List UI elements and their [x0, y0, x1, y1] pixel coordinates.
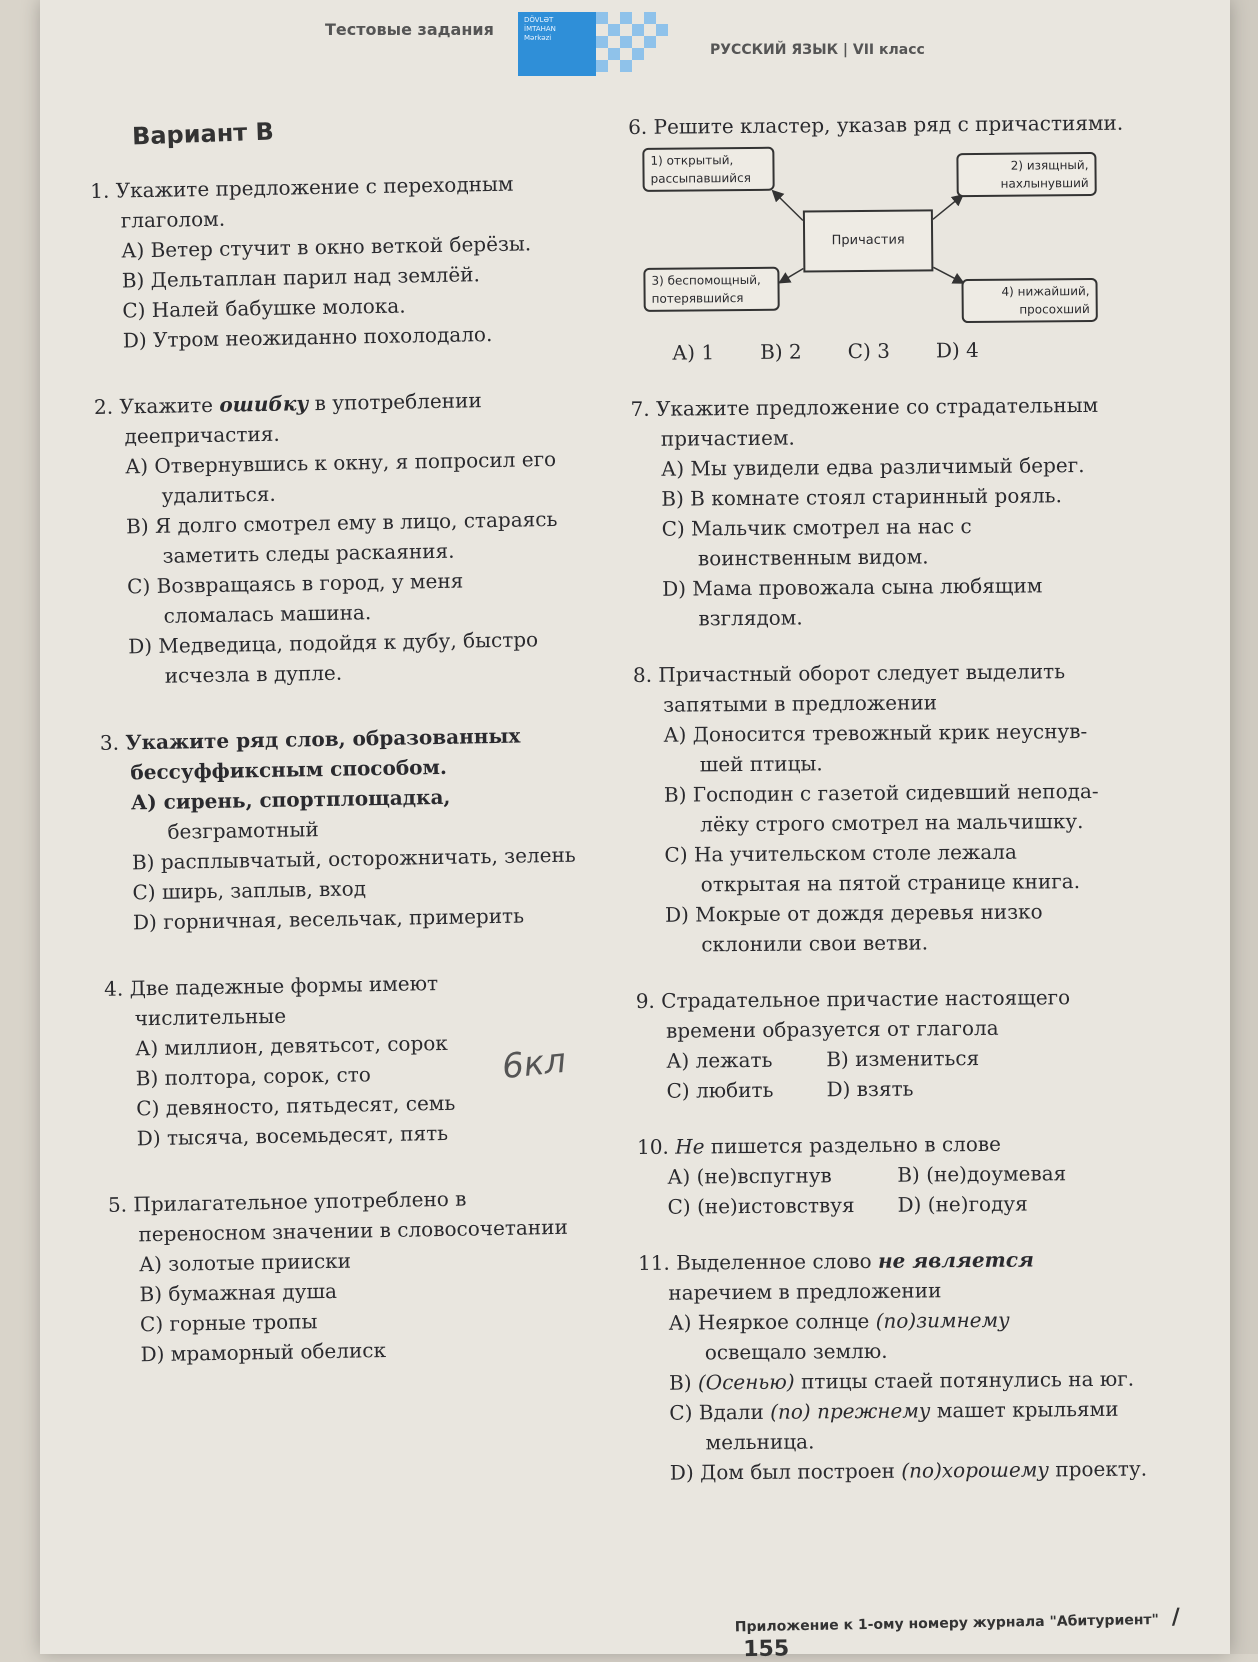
option-a: А) Неяркое солнце (по)зимнему — [668, 1307, 1010, 1335]
cluster-box-1: 1) открытый, рассыпавшийся — [642, 147, 774, 192]
option-a: А) золотые прииски — [138, 1248, 352, 1277]
option-b: В) Дельтаплан парил над землёй. — [121, 262, 481, 293]
question-2: 2. Укажите ошибку в употреблении деепричастия. А) Отвернувшись к окну, я попросил его удалиться. В) Я долго смотрел ему в лицо, стараясь заметить следы раскаяния. С) Возвращаясь в город, у меня сломалась машина. D) Медведица, подойдя к дубу, быстро исчезла в дупле. — [94, 383, 639, 692]
option-a: А) Доносится тревожный крик неуснув- — [663, 719, 1088, 747]
option-a: А) сирень, спортплощадка, — [130, 784, 451, 815]
option-d: D) Дом был построен (по)хорошему проекту. — [669, 1456, 1148, 1485]
option-b: В) (Осенью) птицы стаей потянулись на юг. — [668, 1366, 1135, 1395]
options-row-2: С) любить D) взять — [666, 1076, 914, 1103]
header-subject: РУССКИЙ ЯЗЫК | VII класс — [710, 42, 925, 58]
page-number: 155 — [743, 1636, 790, 1662]
dim-logo: DÖVLƏT İMTAHAN Mərkəzi — [518, 12, 596, 76]
handwritten-note: 6кл — [500, 1040, 568, 1088]
option-a: А) миллион, девятьсот, сорок — [135, 1030, 449, 1061]
page — [40, 0, 1230, 1662]
checker-pattern-decoration — [596, 12, 686, 72]
question-11: 11. Выделенное слово не является наречием в предложении А) Неяркое солнце (по)зимнему освещало землю. В) (Осенью) птицы стаей потянулись на юг. С) Вдали (по) прежнему машет крыльями мельница. D) Дом был построен (по)хорошему проекту. — [638, 1243, 1230, 1488]
option-d: D) горничная, весельчак, примерить — [132, 903, 525, 935]
variant-title: Вариант В — [131, 117, 275, 151]
option-d: D) тысяча, восемьдесят, пять — [136, 1120, 449, 1151]
left-column — [90, 167, 651, 1370]
question-4: 4. Две падежные формы имеют числительные А) миллион, девятьсот, сорок В) полтора, сорок, сто С) девяносто, пятьдесят, семь D) тысяча, восемьдесят, пять — [104, 964, 647, 1153]
options-row-1: А) лежать В) измениться — [666, 1045, 980, 1073]
right-column — [628, 107, 1230, 1488]
question-5: 5. Прилагательное употреблено в переносном значении в словосочетании А) золотые прииски В) бумажная душа С) горные тропы D) мраморный обелиск — [108, 1180, 651, 1369]
option-c: С) Налей бабушке молока. — [122, 293, 406, 323]
option-d: D) Мокрые от дождя деревья низко — [664, 899, 1043, 927]
option-b: В) Я долго смотрел ему в лицо, стараясь — [125, 506, 558, 539]
cluster-diagram — [642, 144, 1104, 338]
option-d: D) Мама провожала сына любящим — [662, 573, 1043, 601]
option-c: С) горные тропы — [139, 1309, 318, 1337]
page-footer: Приложение к 1-ому номеру журнала "Абитуриент" / 155 — [734, 1604, 1180, 1662]
option-c: С) ширь, заплыв, вход — [132, 876, 367, 905]
question-8: 8. Причастный оборот следует выделить запятыми в предложении А) Доносится тревожный крик неуснув- шей птицы. В) Господин с газетой сидевший непода- лёку строго смотрел на мальчишку. С) На учительском столе лежала открытая на пятой странице книга. D) Мокрые от дождя деревья низко склонили свои ветви. — [633, 655, 1226, 960]
cluster-center: Причастия — [803, 209, 934, 272]
question-7: 7. Укажите предложение со страдательным причастием. А) Мы увидели едва различимый берег. В) В комнате стоял старинный рояль. С) Мальчик смотрел на нас с воинственным видом. D) Мама провожала сына любящим взглядом. — [630, 389, 1222, 634]
option-b: В) В комнате стоял старинный рояль. — [661, 483, 1062, 511]
option-d: D) Утром неожиданно похолодало. — [122, 322, 493, 353]
option-d: D) Медведица, подойдя к дубу, быстро — [128, 627, 539, 659]
option-b: В) Господин с газетой сидевший непода- — [663, 778, 1099, 807]
options-row-1: А) (не)вспугнув В) (не)доумевая — [667, 1161, 1067, 1189]
option-c: С) Возвращаясь в город, у меня — [126, 568, 464, 599]
option-b: В) расплывчатый, осторожничать, зелень — [131, 842, 576, 875]
question-1: 1. Укажите предложение с переходным глаголом. А) Ветер стучит в окно веткой берёзы. В) Дельтаплан парил над землёй. С) Налей бабушке молока. D) Утром неожиданно похолодало. — [90, 167, 633, 356]
cluster-box-2: 2) изящный, нахлынувший — [956, 152, 1096, 197]
option-b: В) полтора, сорок, сто — [135, 1062, 372, 1091]
option-b: В) бумажная душа — [139, 1278, 338, 1307]
page-header — [40, 0, 1230, 80]
option-d: D) мраморный обелиск — [140, 1338, 387, 1367]
option-c: С) девяносто, пятьдесят, семь — [136, 1090, 456, 1121]
question-9: 9. Страдательное причастие настоящего времени образуется от глагола А) лежать В) измениться С) любить D) взять — [636, 981, 1227, 1106]
header-section-label: Тестовые задания — [325, 20, 494, 39]
cluster-box-4: 4) нижайший, просохший — [961, 278, 1097, 323]
option-a: А) Ветер стучит в окно веткой берёзы. — [121, 231, 532, 263]
option-c: С) Вдали (по) прежнему машет крыльями — [669, 1396, 1119, 1425]
option-c: С) На учительском столе лежала — [664, 839, 1017, 867]
question-10: 10. Не пишется раздельно в слове А) (не)вспугнув В) (не)доумевая С) (не)истовствуя D) (не)годуя — [637, 1127, 1228, 1222]
cluster-box-3: 3) беспомощный, потерявшийся — [643, 267, 779, 312]
option-a: А) Мы увидели едва различимый берег. — [661, 453, 1085, 481]
option-c: С) Мальчик смотрел на нас с — [661, 514, 972, 541]
question-6: 6. Решите кластер, указав ряд с причастиями. 1) открытый, рассыпавшийся 2) изящный, нахлынувший Причастия 3) беспомощный, потерявшийся 4) нижайший, просохший А) 1 В) 2 С) 3 D) 4 — [628, 107, 1220, 368]
answer-row: А) 1 В) 2 С) 3 D) 4 — [671, 337, 979, 365]
option-a: А) Отвернувшись к окну, я попросил его — [124, 446, 557, 479]
options-row-2: С) (не)истовствуя D) (не)годуя — [667, 1191, 1028, 1219]
question-3: 3. Укажите ряд слов, образованных бессуффиксным способом. А) сирень, спортплощадка, безграмотный В) расплывчатый, осторожничать, зелень С) ширь, заплыв, вход D) горничная, весельчак, примерить — [100, 718, 644, 937]
